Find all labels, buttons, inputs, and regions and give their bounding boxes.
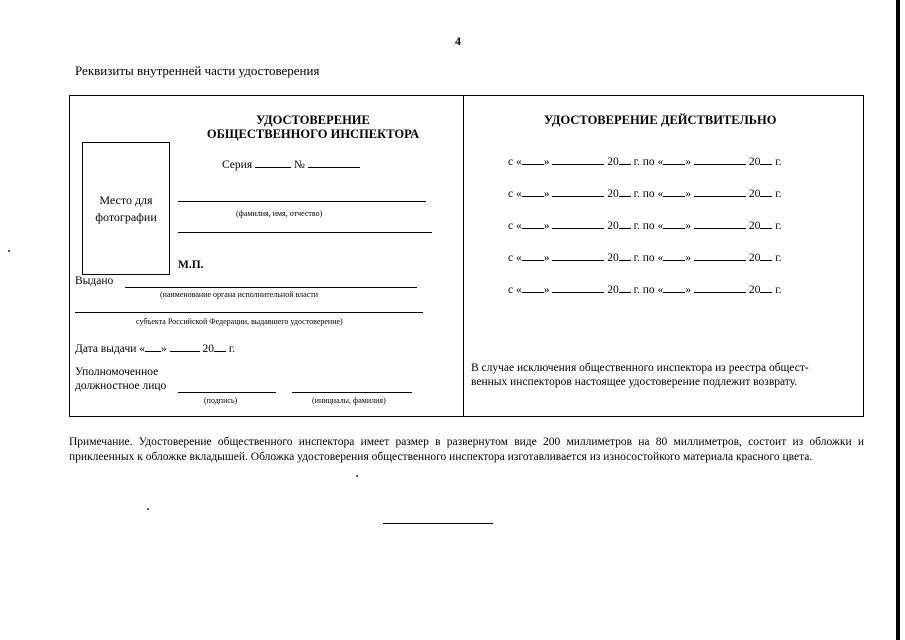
official-label-2: должностное лицо: [75, 380, 167, 392]
series-field[interactable]: [255, 157, 291, 168]
page-number: 4: [455, 34, 461, 48]
exclusion-line-2: венных инспекторов настоящее удостоверение подлежит возврату.: [471, 376, 798, 388]
issue-date-label: Дата выдачи: [75, 343, 137, 355]
from-day-field[interactable]: [522, 186, 544, 197]
from-year-field[interactable]: [619, 250, 631, 261]
to-year-field[interactable]: [760, 250, 772, 261]
quote-close: »: [685, 252, 692, 264]
year-suffix: г.: [228, 343, 236, 355]
year-prefix: 20: [607, 188, 619, 200]
to-month-field[interactable]: [694, 282, 746, 293]
to-month-field[interactable]: [694, 154, 746, 165]
to-year-field[interactable]: [760, 218, 772, 229]
certificate-form: [69, 95, 864, 417]
year-prefix: 20: [607, 220, 619, 232]
issuer-caption-1: (наименование органа исполнительной власти: [160, 290, 319, 299]
validity-period-row: [508, 282, 781, 296]
to-label: г. по «: [633, 188, 664, 200]
year-prefix: 20: [748, 156, 761, 168]
to-year-field[interactable]: [760, 154, 772, 165]
from-month-field[interactable]: [552, 218, 604, 229]
quote-close: »: [543, 220, 550, 232]
from-label: с «: [508, 156, 522, 168]
from-day-field[interactable]: [522, 250, 544, 261]
name-field-line-2[interactable]: [178, 232, 432, 233]
year-prefix: 20: [607, 284, 619, 296]
photo-placeholder: [82, 142, 170, 275]
right-panel: [464, 96, 864, 416]
section-heading: Реквизиты внутренней части удостоверения: [75, 63, 320, 78]
exclusion-line-1: В случае исключения общественного инспектора из реестра общест-: [471, 362, 809, 374]
initials-caption: (инициалы, фамилия): [312, 396, 386, 405]
issue-date-row: [75, 341, 235, 355]
validity-period-row: [508, 154, 781, 168]
to-label: г. по «: [633, 252, 664, 264]
year-prefix: 20: [748, 252, 761, 264]
year-end: г.: [775, 188, 782, 200]
series-number-row: [222, 157, 360, 171]
scan-speck: [8, 250, 10, 252]
validity-period-row: [508, 218, 781, 232]
from-day-field[interactable]: [522, 218, 544, 229]
title-line-1: УДОСТОВЕРЕНИЕ: [256, 113, 370, 127]
end-separator-line: [383, 523, 493, 524]
year-prefix: 20: [748, 188, 761, 200]
to-year-field[interactable]: [760, 186, 772, 197]
from-year-field[interactable]: [619, 186, 631, 197]
validity-period-row: [508, 250, 781, 264]
scan-speck: [147, 508, 149, 510]
to-day-field[interactable]: [663, 186, 685, 197]
signature-caption: (подпись): [204, 396, 238, 405]
from-label: с «: [508, 252, 522, 264]
year-prefix: 20: [607, 252, 619, 264]
from-month-field[interactable]: [552, 282, 604, 293]
quote-close: »: [685, 284, 692, 296]
initials-field-line[interactable]: [292, 392, 412, 393]
to-year-field[interactable]: [760, 282, 772, 293]
quote-open: «: [139, 343, 146, 355]
stamp-label: М.П.: [178, 259, 204, 271]
from-label: с «: [508, 188, 522, 200]
issuer-field-line-2[interactable]: [75, 312, 423, 313]
to-label: г. по «: [633, 220, 664, 232]
from-year-field[interactable]: [619, 218, 631, 229]
note-text: Примечание. Удостоверение общественного инспектора имеет размер в развернутом виде 200 миллиметров на 80 миллиметров, состоит из обложки и приклеенных к обложке вкладышей. Обложка удостоверения общественного инспектора изготавливается из износостойкого материала красного цвета.: [69, 436, 864, 463]
photo-label-1: Место для: [99, 193, 153, 208]
to-day-field[interactable]: [663, 154, 685, 165]
issue-day-field[interactable]: [145, 341, 161, 352]
to-day-field[interactable]: [663, 282, 685, 293]
signature-field-line[interactable]: [178, 392, 276, 393]
name-field-line[interactable]: [178, 201, 426, 202]
quote-close: »: [543, 188, 550, 200]
from-day-field[interactable]: [522, 154, 544, 165]
year-prefix: 20: [748, 284, 761, 296]
from-month-field[interactable]: [552, 250, 604, 261]
validity-period-row: [508, 186, 781, 200]
scan-speck: [356, 475, 358, 477]
issue-month-field[interactable]: [170, 341, 200, 352]
name-caption: (фамилия, имя, отчество): [236, 209, 323, 218]
scan-edge: [896, 0, 900, 640]
to-month-field[interactable]: [694, 186, 746, 197]
from-year-field[interactable]: [619, 154, 631, 165]
official-label-1: Уполномоченное: [75, 366, 159, 378]
from-day-field[interactable]: [522, 282, 544, 293]
from-year-field[interactable]: [619, 282, 631, 293]
number-field[interactable]: [308, 157, 360, 168]
issue-year-field[interactable]: [214, 341, 226, 352]
series-label: Серия: [222, 159, 253, 171]
validity-title: УДОСТОВЕРЕНИЕ ДЕЙСТВИТЕЛЬНО: [544, 113, 777, 127]
from-label: с «: [508, 284, 522, 296]
year-end: г.: [775, 220, 782, 232]
year-prefix: 20: [607, 156, 619, 168]
year-prefix: 20: [748, 220, 761, 232]
from-label: с «: [508, 220, 522, 232]
from-month-field[interactable]: [552, 186, 604, 197]
to-label: г. по «: [633, 156, 664, 168]
quote-close: »: [543, 252, 550, 264]
to-month-field[interactable]: [694, 250, 746, 261]
certificate-title: [188, 113, 438, 141]
issued-label: Выдано: [75, 275, 114, 287]
year-end: г.: [775, 156, 782, 168]
quote-close: »: [685, 188, 692, 200]
to-month-field[interactable]: [694, 218, 746, 229]
quote-close: »: [161, 343, 167, 355]
quote-close: »: [543, 156, 550, 168]
to-day-field[interactable]: [663, 218, 685, 229]
to-day-field[interactable]: [663, 250, 685, 261]
from-month-field[interactable]: [552, 154, 604, 165]
quote-close: »: [685, 156, 692, 168]
photo-label-2: фотографии: [95, 209, 157, 224]
year-prefix: 20: [202, 343, 215, 355]
number-label: №: [293, 159, 305, 171]
to-label: г. по «: [633, 284, 664, 296]
issuer-caption-2: субъекта Российской Федерации, выдавшего удостоверение): [136, 317, 343, 326]
title-line-2: ОБЩЕСТВЕННОГО ИНСПЕКТОРА: [206, 127, 420, 141]
quote-close: »: [543, 284, 550, 296]
quote-close: »: [685, 220, 692, 232]
year-end: г.: [775, 284, 782, 296]
issuer-field-line[interactable]: [125, 287, 417, 288]
year-end: г.: [775, 252, 782, 264]
